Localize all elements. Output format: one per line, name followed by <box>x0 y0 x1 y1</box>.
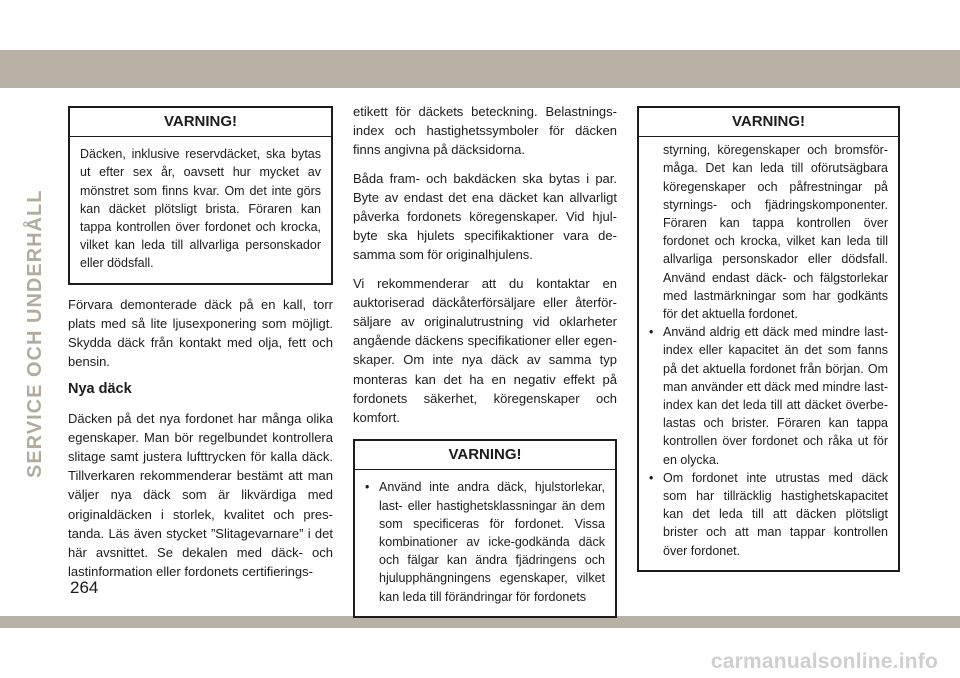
warning-title: VARNING! <box>639 108 898 137</box>
warning-title: VARNING! <box>355 441 615 470</box>
header-band <box>0 50 960 88</box>
column-left <box>68 106 333 590</box>
warning-box-tire-specs <box>353 439 617 618</box>
warning-box-tire-age <box>68 106 333 285</box>
column-right <box>637 106 900 572</box>
warning-body <box>639 137 898 570</box>
warning-list-item: • Använd inte andra däck, hjulstorlekar, last- eller hastighetsklassningar än dem som specificeras för fordonet. Vissa kombinationer av icke-godkända däck och fälgar kan ändra fjädringens och hjulupphängningens egenskaper, vilket kan leda till förändringar för fordonets <box>365 478 605 605</box>
warning-list <box>649 141 888 560</box>
warning-box-continued <box>637 106 900 572</box>
warning-title: VARNING! <box>70 108 331 137</box>
paragraph-recommend: Vi rekommenderar att du kontaktar en auktoriserad däckåterförsäljare eller återförsäljare av originalutrustning vid oklarheter angående däckens specifikationer eller egenskaper. Om inte nya däck av samma typ monteras kan det ha en negativ effekt på fordonets säkerhet, köregenskaper och komfort. <box>353 275 617 426</box>
warning-text: Däcken, inklusive reservdäcket, ska bytas ut efter sex år, oavsett hur mycket av mönstret som finns kvar. Om det inte görs kan däcket plötsligt brista. Föraren kan tappa kontrollen över fordonet och krocka, vilket kan leda till allvarliga personskador eller dödsfall. <box>80 147 321 271</box>
column-middle <box>353 102 617 618</box>
paragraph-pairs: Båda fram- och bakdäcken ska bytas i par. Byte av endast det ena däcket kan allvarligt påverka fordonets köregenskaper. Vid hjulbyte ska hjulets specifikaktioner vara desamma som för originalhjulens. <box>353 170 617 263</box>
page-number: 264 <box>70 578 99 597</box>
warning-list-item-continued: styrning, köregenskaper och bromsförmåga. Det kan leda till oförutsägbara köregenskaper och påfrestningar på styrnings- och fjädringskomponenter. Föraren kan tappa kontrollen över fordonet och krocka, vilket kan leda till allvarliga personskador eller dödsfall. Använd endast däck- och fälgstorlekar med lastmärkningar som har godkänts för det aktuella fordonet. <box>663 143 888 322</box>
warning-list-item: • Om fordonet inte utrustas med däck som har tillräcklig hastighetskapacitet kan det leda till att däcken plötsligt brister och att man tappar kontrollen över fordonet. <box>649 469 888 560</box>
warning-body <box>355 470 615 615</box>
heading-new-tires: Nya däck <box>68 381 132 398</box>
warning-list-item: • Använd aldrig ett däck med mindre lastindex eller kapacitet än det som fanns på det aktuella fordonet från början. Om man använder ett däck med mindre lastindex kan det leda till att däcket överbelastas och brister. Föraren kan tappa kontrollen över fordonet och råka ut för en olycka. <box>649 323 888 469</box>
section-side-title: SERVICE OCH UNDERHÅLL <box>24 189 46 478</box>
paragraph-storage: Förvara demonterade däck på en kall, torr plats med så lite ljusexponering som möjligt. Skydda däck från kontakt med olja, fett och bensin. <box>68 296 333 370</box>
paragraph-label: etikett för däckets beteckning. Belastningsindex och hastighetssymboler för däcken finns angivna på däcksidorna. <box>353 104 617 158</box>
warning-list <box>365 478 605 605</box>
paragraph-new-tires: Däcken på det nya fordonet har många olika egenskaper. Man bör regelbundet kontrollera slitage samt justera lufttrycken för kalla däck. Tillverkaren rekommenderar bestämt att man väljer nya däck som är likvärdiga med originaldäcken i storlek, kvalitet och prestanda. Läs även stycket ”Slitagevarnare” i det här avsnittet. Se dekalen med däck- och lastinformation eller fordonets certifierings- <box>68 410 333 580</box>
watermark: carmanualsonline.info <box>710 650 938 673</box>
